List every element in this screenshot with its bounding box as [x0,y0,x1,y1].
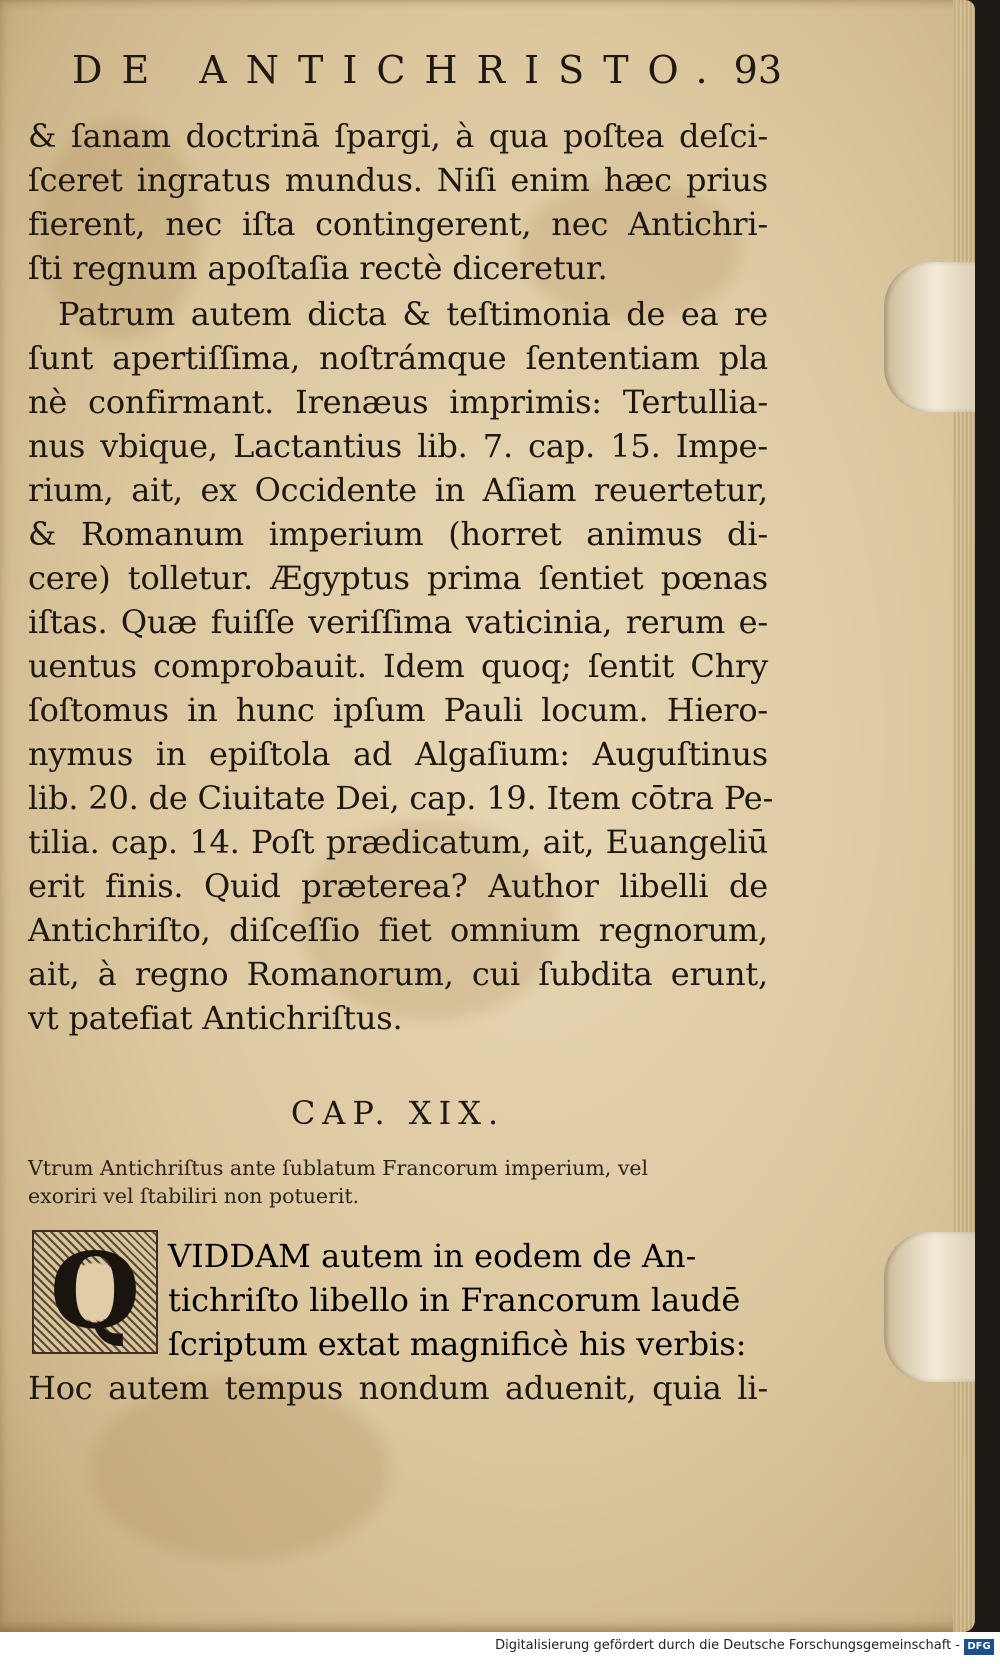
text-line: nus vbique, Lactantius lib. 7. cap. 15. Impe- [28,427,768,465]
page-header [72,48,782,108]
text-line: VIDDAM autem in eodem de An- [168,1237,697,1275]
text-line: iſtas. Quæ fuiſſe veriſſima vaticinia, rerum e- [28,603,768,641]
text-line: ait, à regno Romanorum, cui ſubdita erunt, [28,955,768,993]
text-line: cere) tolletur. Ægyptus prima ſentiet pœnas [28,559,768,597]
text-line: Antichriſto, diſceſſio fiet omnium regnorum, [28,911,768,949]
footer-credit: Digitalisierung gefördert durch die Deutsche Forschungsgemeinschaft - [495,1638,960,1653]
chapter-summary-line: Vtrum Antichriſtus ante ſublatum Francorum imperium, vel [28,1156,649,1180]
text-line: rium, ait, ex Occidente in Aſiam reuertetur, [28,471,768,509]
text-line: Hoc autem tempus nondum aduenit, quia li- [28,1369,768,1407]
digitization-footer [0,1632,1000,1664]
page-edge [953,0,975,1632]
page-tab-upper [884,262,975,412]
folio-number: 93 [733,48,782,92]
chapter-summary-line: exoriri vel ſtabiliri non potuerit. [28,1184,360,1208]
text-line: nymus in epiſtola ad Algaſium: Auguſtinus [28,735,768,773]
initial-letter: Q [49,1229,141,1352]
text-line: ſti regnum apoſtaſia rectè diceretur. [28,249,608,287]
text-line: nè confirmant. Irenæus imprimis: Tertullia- [28,383,768,421]
text-line: ſcriptum extat magnificè his verbis: [168,1325,747,1363]
text-line: ſoſtomus in hunc ipſum Pauli locum. Hiero- [28,691,768,729]
chapter-heading: CAP. XIX. [290,1094,506,1132]
dfg-logo: DFG [964,1639,994,1655]
running-head: DE ANTICHRISTO. [72,48,727,92]
page-tab-lower [884,1232,975,1382]
text-line: uentus comprobauit. Idem quoq; ſentit Chry [28,647,768,685]
decorated-initial [32,1230,158,1354]
text-line: ſceret ingratus mundus. Niſi enim hæc prius [28,161,768,199]
text-line: ſunt apertiſſima, noſtrámque ſententiam pla [28,339,768,377]
text-line: vt patefiat Antichriſtus. [28,999,403,1037]
text-line: Patrum autem dicta & teſtimonia de ea re [58,295,768,333]
text-line: tichriſto libello in Francorum laudē [168,1281,741,1319]
text-line: lib. 20. de Ciuitate Dei, cap. 19. Item cōtra Pe- [28,779,774,817]
text-line: & ſanam doctrinā ſpargi, à qua poſtea deſci- [28,117,768,155]
text-line: & Romanum imperium (horret animus di- [28,515,768,553]
text-line: erit finis. Quid præterea? Author libelli de [28,867,768,905]
text-line: fierent, nec iſta contingerent, nec Antichri- [28,205,768,243]
text-line: tilia. cap. 14. Poſt prædicatum, ait, Euangeliū [28,823,768,861]
